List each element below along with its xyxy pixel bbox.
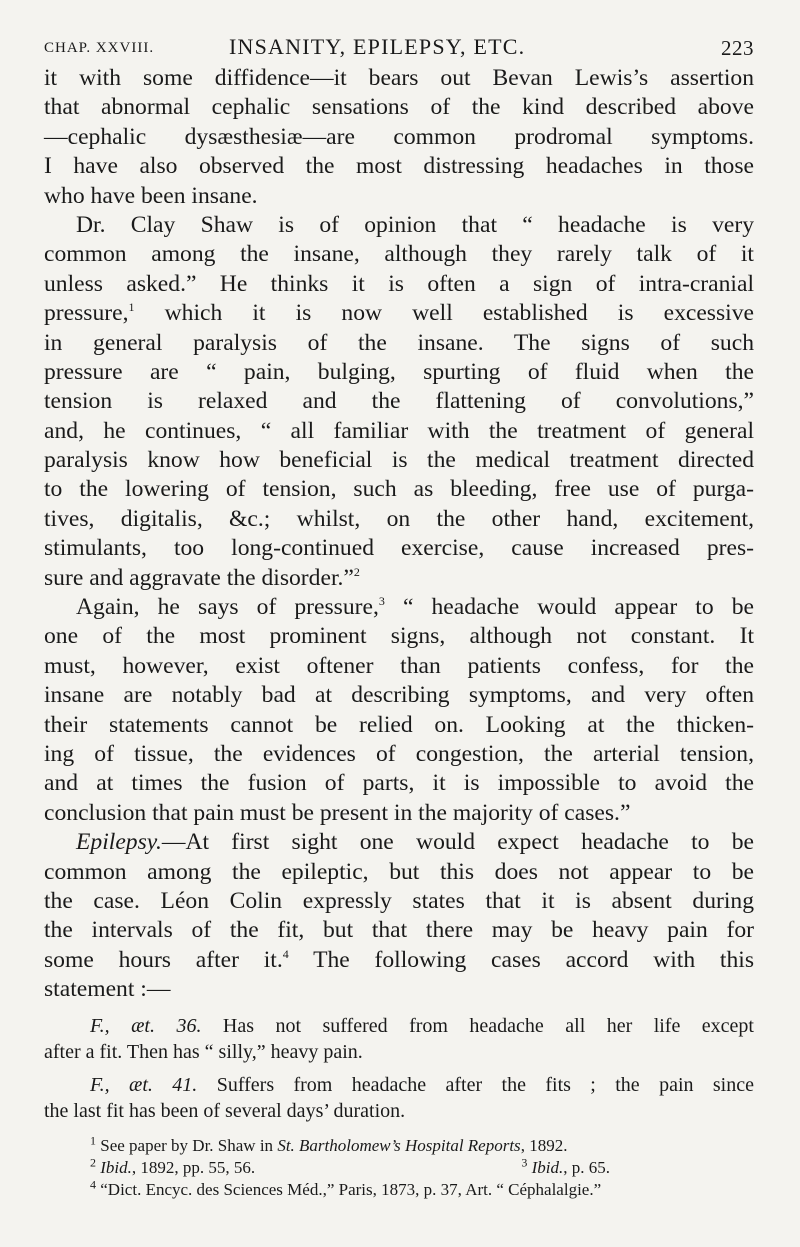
text-line: unless asked.” He thinks it is often a sign of intra-cranial [44, 270, 754, 297]
footnote-pair [90, 1154, 610, 1179]
text-line: statement :— [44, 976, 171, 1003]
text-segment: , 1892, pp. 55, 56. [131, 1157, 256, 1177]
footnote-mark: 4 [90, 1176, 96, 1191]
text-line: it with some diffidence—it bears out Bevan Lewis’s assertion [44, 65, 754, 91]
text-line: conclusion that pain must be present in the majority of cases.” [44, 799, 631, 826]
running-head [44, 30, 754, 64]
text-segment: some hours after it. [44, 946, 283, 973]
footnote-ref: 4 [282, 946, 289, 961]
text-segment: Has not suffered from headache all her life except [201, 1014, 754, 1037]
text-line [44, 1013, 754, 1040]
paragraph [44, 64, 754, 211]
footnote [90, 1154, 256, 1179]
text-line: paralysis know how beneficial is the medical treatment directed [44, 447, 754, 474]
text-segment: “ headache would appear to be [384, 594, 754, 621]
text-segment: sure and aggravate the disorder.” [44, 564, 354, 591]
footnote-ref: 2 [353, 564, 360, 579]
text-line: and, he continues, “ all familiar with the treatment of general [44, 417, 754, 444]
paragraph [44, 211, 754, 593]
text-line: Dr. Clay Shaw is of opinion that “ headache is very [76, 211, 754, 238]
text-segment: , 1892. [520, 1135, 568, 1155]
footnote-mark: 2 [90, 1154, 96, 1169]
body-text [44, 64, 754, 1005]
text-segment: —At first sight one would expect headache to be [161, 829, 754, 856]
footnotes [44, 1132, 754, 1201]
footnote [44, 1176, 754, 1201]
text-line: must, however, exist oftener than patients confess, for the [44, 652, 754, 679]
text-segment: Ibid. [100, 1157, 132, 1177]
case-label: F., æt. 36. [90, 1014, 202, 1037]
text-line: and at times the fusion of parts, it is impossible to avoid the [44, 770, 754, 797]
text-line: their statements cannot be relied on. Looking at the thicken- [44, 711, 754, 738]
text-segment: St. Bartholomew’s Hospital Reports [277, 1135, 521, 1155]
text-line [44, 1072, 754, 1099]
text-segment: pressure, [44, 300, 129, 327]
text-line: pressure are “ pain, bulging, spurting of fluid when the [44, 358, 754, 385]
text-line: tension is relaxed and the flattening of convolutions,” [44, 388, 754, 415]
footnote-row [44, 1154, 754, 1179]
page-number: 223 [721, 36, 754, 60]
text-segment: See paper by Dr. Shaw in [96, 1135, 278, 1155]
footnote [521, 1154, 610, 1179]
text-line: common among the insane, although they rarely talk of it [44, 241, 754, 268]
text-line: the last fit has been of several days’ duration. [44, 1100, 406, 1122]
text-segment: , p. 65. [563, 1157, 610, 1177]
case-list [44, 1013, 754, 1125]
text-line: in general paralysis of the insane. The signs of such [44, 329, 754, 356]
text-line: after a fit. Then has “ silly,” heavy pain. [44, 1041, 363, 1063]
text-segment: Ibid. [531, 1157, 564, 1177]
text-segment: Again, he says of pressure, [76, 594, 379, 621]
text-line [44, 299, 754, 328]
footnote-ref: 1 [128, 300, 135, 315]
text-line [44, 828, 754, 857]
text-segment: The following cases accord with this [288, 946, 755, 973]
case-label: F., æt. 41. [90, 1073, 198, 1096]
section-heading: Epilepsy. [76, 829, 162, 856]
text-line: the case. Léon Colin expressly states that it is absent during [44, 887, 754, 914]
case-entry [44, 1013, 754, 1066]
running-title: INSANITY, EPILEPSY, ETC. [229, 34, 526, 59]
text-line [44, 593, 754, 622]
footnote-mark: 1 [90, 1132, 96, 1147]
text-line: who have been insane. [44, 182, 258, 209]
text-line: common among the epileptic, but this does not appear to be [44, 858, 754, 885]
text-segment: “Dict. Encyc. des Sciences Méd.,” Paris, 1873, p. 37, Art. “ Céphalalgie.” [96, 1179, 602, 1199]
footnote-mark: 3 [521, 1154, 528, 1169]
paragraph [44, 828, 754, 1004]
text-line: tives, digitalis, &c.; whilst, on the other hand, excitement, [44, 505, 754, 532]
text-line: one of the most prominent signs, although not constant. It [44, 623, 754, 650]
footnote-ref: 3 [378, 594, 385, 609]
text-line: insane are notably bad at describing symptoms, and very often [44, 682, 754, 709]
chapter-label: CHAP. XXVIII. [44, 40, 155, 56]
text-line: —cephalic dysæsthesiæ—are common prodromal symptoms. [44, 123, 754, 150]
text-line: stimulants, too long-continued exercise, cause increased pres- [44, 535, 754, 562]
text-segment: which it is now well established is excessive [134, 300, 754, 327]
text-line [44, 946, 754, 975]
text-line: to the lowering of tension, such as bleeding, free use of purga- [44, 476, 754, 503]
text-line: I have also observed the most distressing headaches in those [44, 153, 754, 180]
paragraph [44, 593, 754, 828]
text-line: the intervals of the fit, but that there may be heavy pain for [44, 917, 754, 944]
text-segment: Suffers from headache after the fits ; the pain since [197, 1073, 754, 1096]
text-line [44, 564, 754, 593]
case-entry [44, 1072, 754, 1125]
text-line: that abnormal cephalic sensations of the kind described above [44, 94, 754, 121]
text-line: ing of tissue, the evidences of congestion, the arterial tension, [44, 740, 754, 767]
footnote [44, 1132, 754, 1157]
